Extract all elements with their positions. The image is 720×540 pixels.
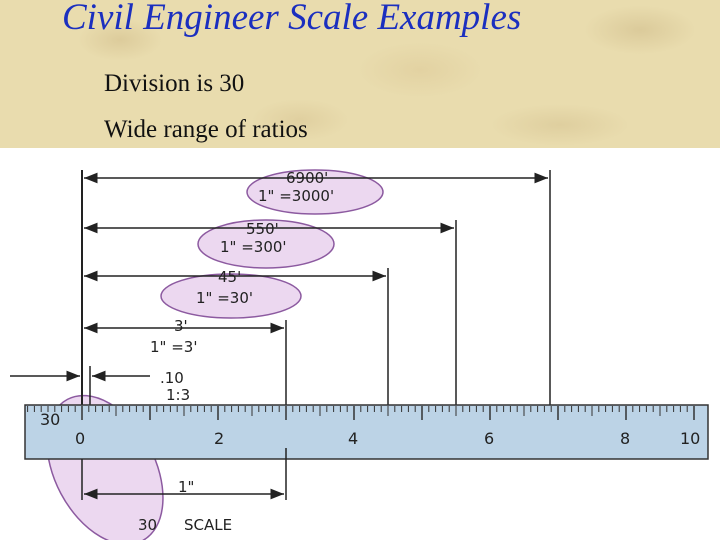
bullet-division: Division is 30 <box>104 70 245 97</box>
dim-length-3: 3' <box>174 317 188 335</box>
dim-ratio-1to3: 1:3 <box>166 386 191 404</box>
ruler-tick-label-10: 10 <box>680 429 701 448</box>
dim-length-550: 550' <box>246 220 279 238</box>
scale-name-text: SCALE <box>184 516 233 534</box>
dim-length-10: .10 <box>160 369 184 387</box>
ruler-corner-label: 30 <box>40 410 61 429</box>
scale-diagram <box>0 148 720 540</box>
scale-name-number: 30 <box>138 516 158 534</box>
ruler-tick-label-2: 2 <box>214 429 225 448</box>
dim-length-45: 45' <box>218 268 242 286</box>
bullet-ratios: Wide range of ratios <box>104 116 308 143</box>
ruler-body <box>25 405 708 459</box>
ruler-tick-label-8: 8 <box>620 429 631 448</box>
slide-title: Civil Engineer Scale Examples <box>62 0 522 38</box>
dim-ratio-3000: 1" =3000' <box>258 187 335 205</box>
ruler-tick-label-4: 4 <box>348 429 359 448</box>
dim-ratio-3: 1" =3' <box>150 338 198 356</box>
dim-length-6900: 6900' <box>286 169 329 187</box>
inch-label: 1" <box>178 478 195 496</box>
ruler-tick-label-6: 6 <box>484 429 495 448</box>
ruler-tick-label-0: 0 <box>75 429 86 448</box>
dim-ratio-300: 1" =300' <box>220 238 287 256</box>
scale-diagram-svg <box>0 148 720 540</box>
dim-ratio-30: 1" =30' <box>196 289 253 307</box>
